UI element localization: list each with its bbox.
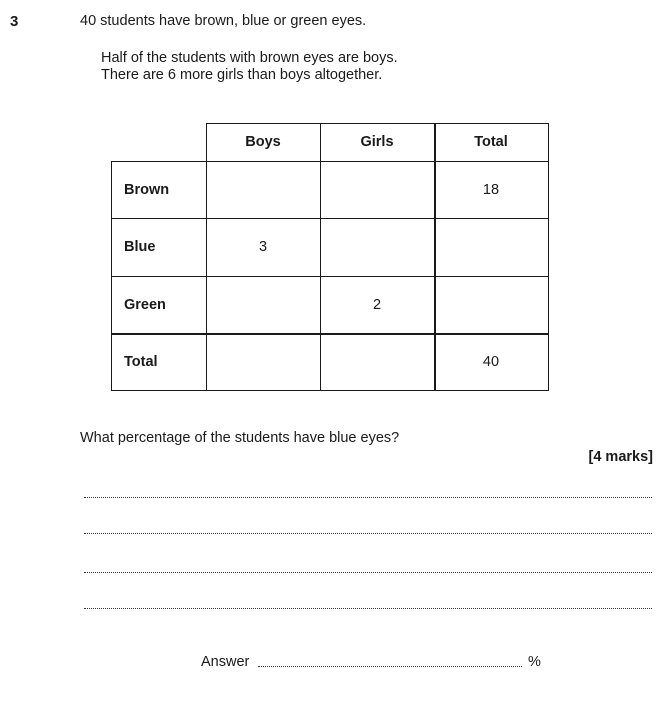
- table-cell[interactable]: [206, 161, 320, 218]
- table-cell: 2: [372, 296, 382, 313]
- table-cell[interactable]: [320, 218, 434, 276]
- answer-label: Answer: [201, 654, 250, 670]
- table-cell[interactable]: [434, 218, 548, 276]
- marks-label: [4 marks]: [588, 449, 653, 465]
- table-cell: 18: [482, 181, 500, 198]
- table-border: [548, 123, 549, 391]
- column-header: Boys: [245, 134, 281, 150]
- question-prompt: What percentage of the students have blue eyes?: [80, 430, 400, 446]
- table-cell[interactable]: [206, 276, 320, 333]
- table-cell[interactable]: [320, 161, 434, 218]
- question-info: [101, 50, 398, 84]
- table-cell[interactable]: [320, 333, 434, 390]
- row-label: Green: [124, 296, 166, 313]
- working-line[interactable]: [84, 533, 652, 534]
- row-label: Total: [124, 353, 158, 370]
- table-cell[interactable]: [206, 333, 320, 390]
- info-line: There are 6 more girls than boys altogether.: [101, 67, 383, 83]
- table-cell: 3: [258, 239, 268, 255]
- row-label: Blue: [124, 239, 156, 255]
- info-line: Half of the students with brown eyes are boys.: [101, 50, 398, 66]
- question-number: 3: [10, 13, 19, 30]
- answer-unit: %: [528, 654, 541, 670]
- column-header: Girls: [360, 134, 394, 150]
- column-header: Total: [474, 134, 508, 150]
- working-line[interactable]: [84, 497, 652, 498]
- table-cell[interactable]: [434, 276, 548, 333]
- working-line[interactable]: [84, 608, 652, 609]
- table-border: [111, 390, 549, 391]
- working-line[interactable]: [84, 572, 652, 573]
- question-intro: 40 students have brown, blue or green eyes.: [80, 13, 367, 29]
- row-label: Brown: [124, 181, 170, 198]
- table-cell: 40: [482, 353, 500, 370]
- answer-input-line[interactable]: [258, 666, 522, 667]
